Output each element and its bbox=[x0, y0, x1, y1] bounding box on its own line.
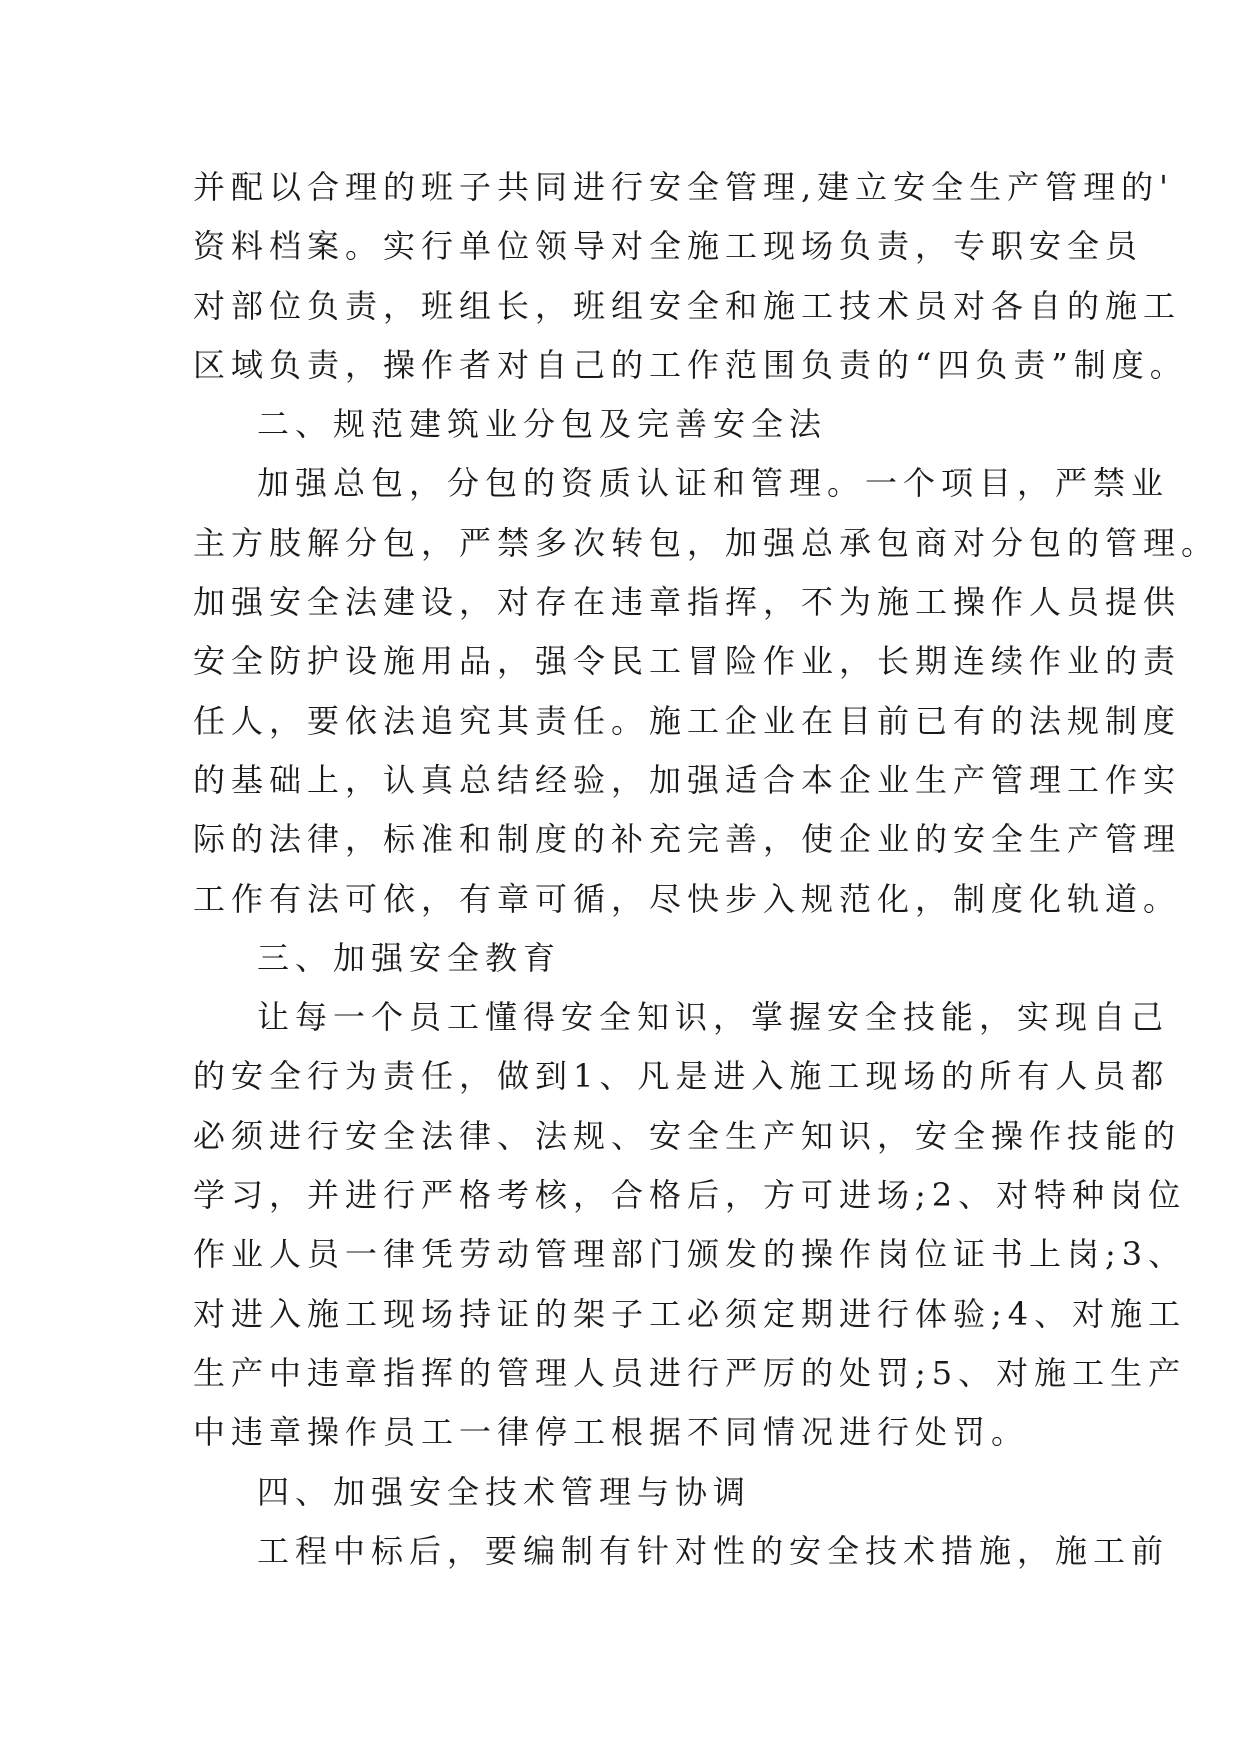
text-line: 任人，要依法追究其责任。施工企业在目前已有的法规制度 bbox=[193, 701, 1182, 740]
text-line: 区域负责，操作者对自己的工作范围负责的“四负责”制度。 bbox=[193, 345, 1188, 384]
text-line: 并配以合理的班子共同进行安全管理,建立安全生产管理的' bbox=[193, 168, 1174, 206]
text-line: 学习，并进行严格考核，合格后，方可进场;2、对特种岗位 bbox=[193, 1176, 1187, 1215]
text-line: 际的法律，标准和制度的补充完善，使企业的安全生产管理 bbox=[193, 820, 1182, 859]
text-line: 的基础上，认真总结经验，加强适合本企业生产管理工作实 bbox=[193, 760, 1182, 799]
text-line: 作业人员一律凭劳动管理部门颁发的操作岗位证书上岗;3、 bbox=[193, 1235, 1187, 1274]
text-line: 主方肢解分包，严禁多次转包，加强总承包商对分包的管理。 bbox=[193, 523, 1220, 562]
section-heading: 三、加强安全教育 bbox=[257, 938, 562, 977]
text-line: 对部位负责，班组长，班组安全和施工技术员对各自的施工 bbox=[193, 286, 1182, 325]
text-line: 资料档案。实行单位领导对全施工现场负责，专职安全员 bbox=[193, 227, 1144, 266]
text-line: 生产中违章指挥的管理人员进行严厉的处罚;5、对施工生产 bbox=[193, 1353, 1187, 1392]
paragraph-first-line: 加强总包，分包的资质认证和管理。一个项目，严禁业 bbox=[257, 464, 1170, 503]
text-line: 中违章操作员工一律停工根据不同情况进行处罚。 bbox=[193, 1413, 1030, 1452]
paragraph-first-line: 让每一个员工懂得安全知识，掌握安全技能，实现自己 bbox=[257, 998, 1170, 1037]
text-line: 工作有法可依，有章可循，尽快步入规范化，制度化轨道。 bbox=[193, 879, 1182, 918]
section-heading: 四、加强安全技术管理与协调 bbox=[257, 1472, 752, 1511]
text-line: 对进入施工现场持证的架子工必须定期进行体验;4、对施工 bbox=[193, 1294, 1187, 1333]
document-body bbox=[193, 158, 1220, 1581]
text-line: 加强安全法建设，对存在违章指挥，不为施工操作人员提供 bbox=[193, 583, 1182, 622]
paragraph-first-line: 工程中标后，要编制有针对性的安全技术措施，施工前 bbox=[257, 1531, 1170, 1570]
text-line: 必须进行安全法律、法规、安全生产知识，安全操作技能的 bbox=[193, 1116, 1182, 1155]
text-line: 安全防护设施用品，强令民工冒险作业，长期连续作业的责 bbox=[193, 642, 1182, 681]
section-heading: 二、规范建筑业分包及完善安全法 bbox=[257, 405, 828, 444]
text-line: 的安全行为责任，做到1、凡是进入施工现场的所有人员都 bbox=[193, 1057, 1170, 1096]
